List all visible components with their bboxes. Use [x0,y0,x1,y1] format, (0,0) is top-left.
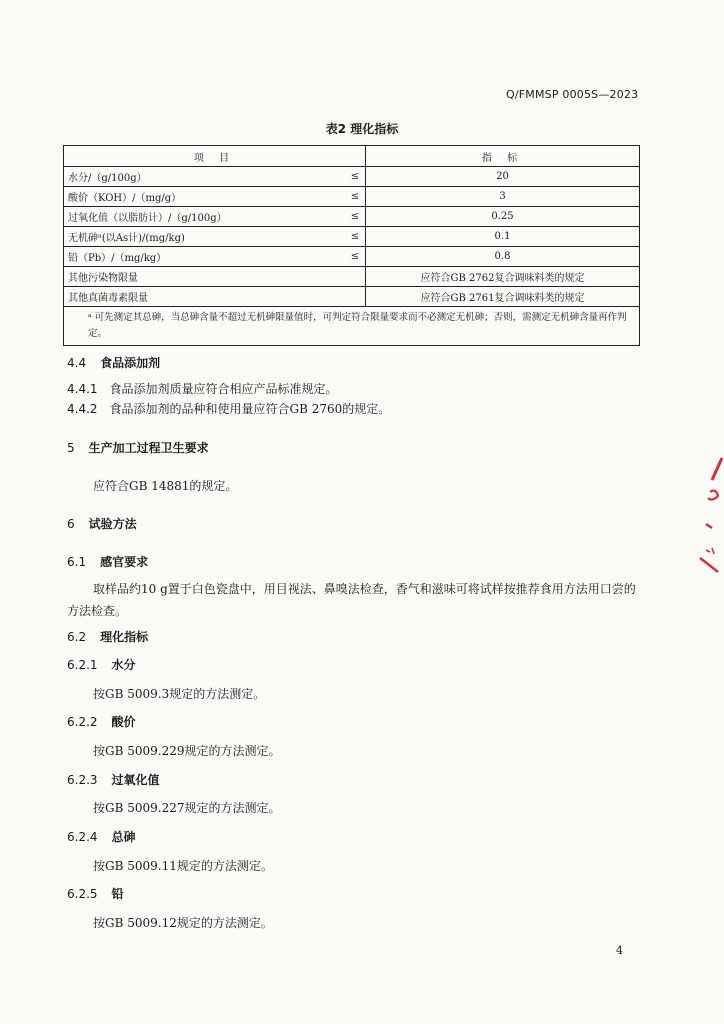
table-row [64,287,640,307]
page-number: 4 [616,944,623,957]
section-6-2-5-text: 按GB 5009.12规定的方法测定。 [93,916,273,930]
row-symbol: ≤ [345,187,366,207]
header-item: 项 目 [64,146,366,167]
row-symbol: ≤ [345,207,366,227]
seal-stamp-fragment [692,440,724,580]
section-6-1-heading: 6.1 感官要求 [67,555,149,569]
row-value: 3 [366,187,640,207]
section-6-heading: 6 试验方法 [67,517,137,531]
table-row [64,187,640,207]
table-note-row [64,307,640,346]
section-6-2-4-text: 按GB 5009.11规定的方法测定。 [93,859,273,873]
section-5-text: 应符合GB 14881的规定。 [93,479,238,493]
table-row [64,207,640,227]
document-code: Q/FMMSP 0005S—2023 [506,88,639,101]
physicochemical-table [63,145,640,346]
section-6-2-2-heading: 6.2.2 酸价 [67,715,136,729]
table-row [64,247,640,267]
table-row [64,227,640,247]
row-item: 其他真菌毒素限量 [64,287,366,307]
header-value: 指 标 [366,146,640,167]
row-symbol: ≤ [345,167,366,187]
row-value: 0.8 [366,247,640,267]
row-item: 水分/（g/100g） [64,167,346,187]
row-symbol: ≤ [345,227,366,247]
table-footnote: ᵃ 可先测定其总砷，当总砷含量不超过无机砷限量值时，可判定符合限量要求而不必测定无机砷；否则，需测定无机砷含量再作判定。 [64,307,640,346]
table-row [64,167,640,187]
section-6-2-heading: 6.2 理化指标 [67,630,149,644]
row-item: 其他污染物限量 [64,267,366,287]
row-item: 酸价（KOH）/（mg/g） [64,187,346,207]
section-6-2-3-heading: 6.2.3 过氧化值 [67,773,160,787]
table-header-row [64,146,640,167]
row-item: 无机砷ᵃ(以As计)/(mg/kg) [64,227,346,247]
row-item: 铅（Pb）/（mg/kg） [64,247,346,267]
row-value: 20 [366,167,640,187]
section-6-2-3-text: 按GB 5009.227规定的方法测定。 [93,801,281,815]
row-value: 0.1 [366,227,640,247]
section-6-2-2-text: 按GB 5009.229规定的方法测定。 [93,744,281,758]
row-value: 0.25 [366,207,640,227]
section-4-4-heading: 4.4 食品添加剂 [67,356,161,370]
row-value: 应符合GB 2761复合调味料类的规定 [366,287,640,307]
section-6-2-5-heading: 6.2.5 铅 [67,887,124,901]
section-6-2-1-heading: 6.2.1 水分 [67,658,136,672]
clause-4-4-1: 4.4.1 食品添加剂质量应符合相应产品标准规定。 [67,382,338,396]
table-title: 表2 理化指标 [325,122,399,136]
row-value: 应符合GB 2762复合调味料类的规定 [366,267,640,287]
section-6-2-4-heading: 6.2.4 总砷 [67,830,136,844]
row-item: 过氧化值（以脂肪计）/（g/100g） [64,207,346,227]
section-6-1-text: 取样品约10 g置于白色瓷盘中，用目视法、鼻嗅法检查，香气和滋味可将试样按推荐食用方法用口尝的方法检查。 [67,582,636,618]
section-6-2-1-text: 按GB 5009.3规定的方法测定。 [93,687,266,701]
clause-4-4-2: 4.4.2 食品添加剂的品种和使用量应符合GB 2760的规定。 [67,402,391,416]
row-symbol: ≤ [345,247,366,267]
section-5-heading: 5 生产加工过程卫生要求 [67,441,209,455]
table-row [64,267,640,287]
